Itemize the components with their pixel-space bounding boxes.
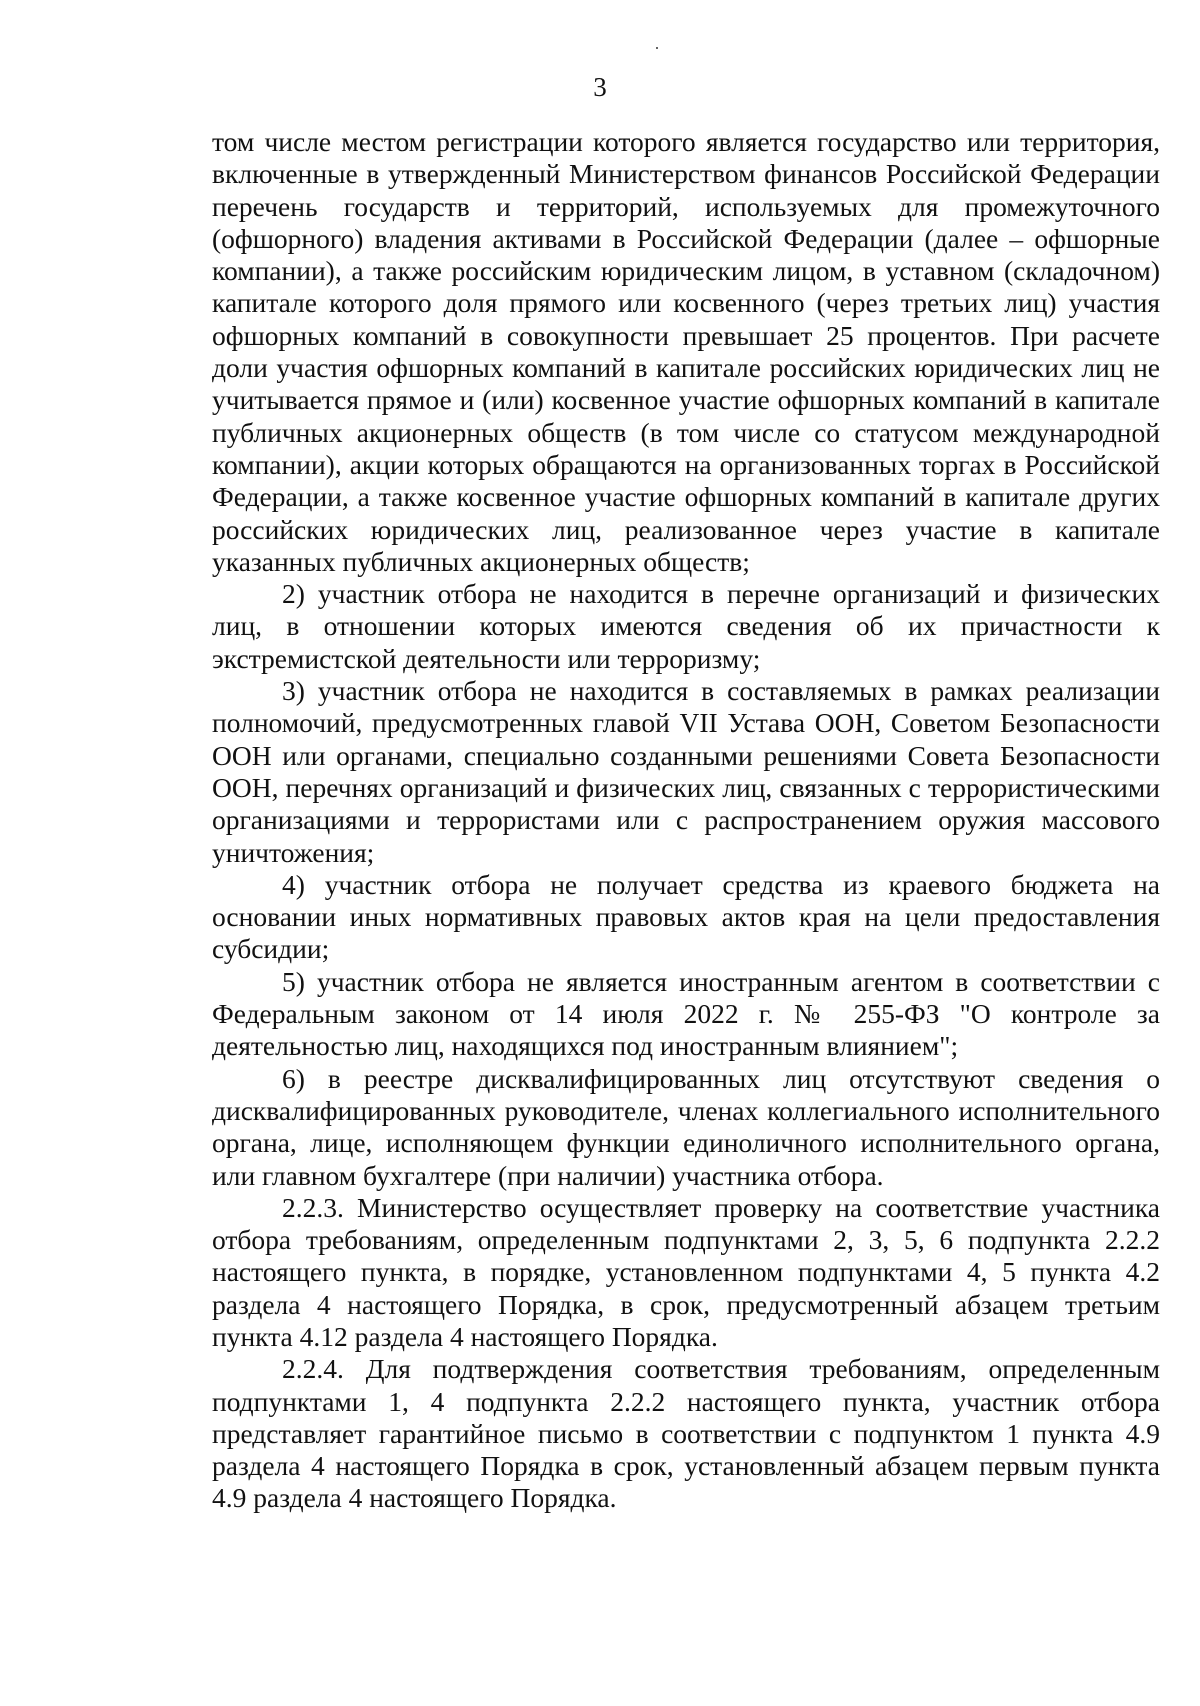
paragraph-item-6: 6) в реестре дисквалифицированных лиц отсутствуют сведения о дисквалифицированных руководителе, членах коллегиального исполнительного органа, лице, исполняющем функции единоличного исполнительного органа, или главном бухгалтере (при наличии) участника отбора. <box>212 1062 1160 1191</box>
scan-speck <box>656 47 658 49</box>
paragraph-2-2-4: 2.2.4. Для подтверждения соответствия требованиям, определенным подпунктами 1, 4 подпункта 2.2.2 настоящего пункта, участник отбора представляет гарантийное письмо в соответствии с подпунктом 1 пункта 4.9 раздела 4 настоящего Порядка в срок, установленный абзацем первым пункта 4.9 раздела 4 настоящего Порядка. <box>212 1353 1160 1514</box>
paragraph-2-2-3: 2.2.3. Министерство осуществляет проверку на соответствие участника отбора требованиям, определенным подпунктами 2, 3, 5, 6 подпункта 2.2.2 настоящего пункта, в порядке, установленном подпунктами 4, 5 пункта 4.2 раздела 4 настоящего Порядка, в срок, предусмотренный абзацем третьим пункта 4.12 раздела 4 настоящего Порядка. <box>212 1191 1160 1352</box>
paragraph-item-4: 4) участник отбора не получает средства из краевого бюджета на основании иных нормативных правовых актов края на цели предоставления субсидии; <box>212 868 1160 965</box>
paragraph-item-5: 5) участник отбора не является иностранным агентом в соответствии с Федеральным законом от 14 июля 2022 г. № 255-ФЗ "О контроле за деятельностью лиц, находящихся под иностранным влиянием"; <box>212 965 1160 1062</box>
document-body <box>212 126 1160 1515</box>
page-number: 3 <box>593 72 607 102</box>
paragraph-item-3: 3) участник отбора не находится в составляемых в рамках реализации полномочий, предусмотренных главой VII Устава ООН, Советом Безопасности ООН или органами, специально созданными решениями Совета Безопасности ООН, перечнях организаций и физических лиц, связанных с террористическими организациями и террористами или с распространением оружия массового уничтожения; <box>212 675 1160 868</box>
paragraph-item-2: 2) участник отбора не находится в перечне организаций и физических лиц, в отношении которых имеются сведения об их причастности к экстремистской деятельности или терроризму; <box>212 578 1160 674</box>
paragraph-offshore-continuation: том числе местом регистрации которого является государство или территория, включенные в утвержденный Министерством финансов Российской Федерации перечень государств и территорий, используемых для промежуточного (офшорного) владения активами в Российской Федерации (далее – офшорные компании), а также российским юридическим лицом, в уставном (складочном) капитале которого доля прямого или косвенного (через третьих лиц) участия офшорных компаний в совокупности превышает 25 процентов. При расчете доли участия офшорных компаний в капитале российских юридических лиц не учитывается прямое и (или) косвенное участие офшорных компаний в капитале публичных акционерных обществ (в том числе со статусом международной компании), акции которых обращаются на организованных торгах в Российской Федерации, а также косвенное участие офшорных компаний в капитале других российских юридических лиц, реализованное через участие в капитале указанных публичных акционерных обществ; <box>212 126 1160 577</box>
